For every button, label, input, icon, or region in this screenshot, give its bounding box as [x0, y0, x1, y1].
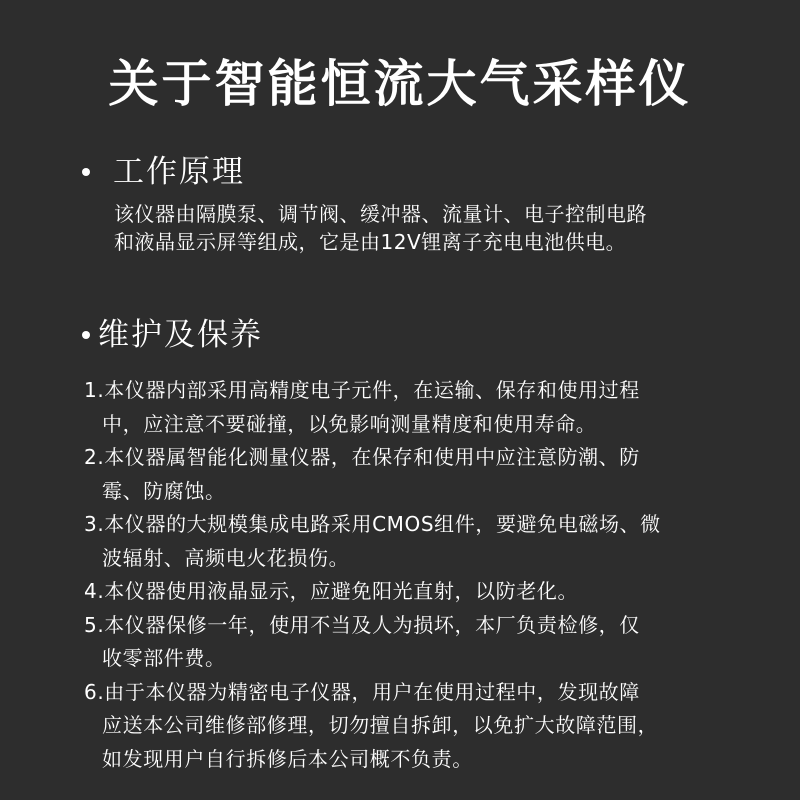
- list-item-line: 波辐射、高频电火花损伤。: [102, 545, 350, 570]
- list-item-line: 2.本仪器属智能化测量仪器，在保存和使用中应注意防潮、防: [84, 445, 640, 469]
- list-item-line: 4.本仪器使用液晶显示，应避免阳光直射，以防老化。: [84, 579, 579, 603]
- bullet-icon: [82, 331, 90, 339]
- list-item-line: 6.由于本仪器为精密电子仪器，用户在使用过程中，发现故障: [84, 679, 640, 704]
- list-item: [84, 575, 784, 609]
- list-item-line: 收零部件费。: [102, 646, 226, 670]
- list-item-line: 如发现用户自行拆修后本公司概不负责。: [102, 746, 473, 771]
- section-heading-label: 维护及保养: [98, 317, 263, 353]
- list-item-line: 霉、防腐蚀。: [102, 478, 226, 503]
- list-item: [84, 508, 784, 575]
- list-item: [84, 441, 784, 508]
- maintenance-list: [84, 374, 784, 776]
- list-item: [84, 609, 784, 676]
- list-item-line: 中，应注意不要碰撞，以免影响测量精度和使用寿命。: [102, 411, 597, 436]
- bullet-icon: [82, 168, 90, 176]
- list-item: [84, 374, 784, 441]
- section-heading-working-principle: [82, 152, 245, 192]
- working-principle-paragraph: [114, 200, 794, 256]
- list-item: [84, 676, 784, 777]
- paragraph-line: 该仪器由隔膜泵、调节阀、缓冲器、流量计、电子控制电路: [114, 202, 647, 226]
- page-title: 关于智能恒流大气采样仪: [108, 55, 692, 113]
- list-item-line: 3.本仪器的大规模集成电路采用CMOS组件，要避免电磁场、微: [84, 512, 661, 536]
- section-heading-label: 工作原理: [113, 154, 245, 190]
- list-item-line: 5.本仪器保修一年，使用不当及人为损坏，本厂负责检修，仅: [84, 612, 640, 637]
- paragraph-line: 和液晶显示屏等组成，它是由12V锂离子充电电池供电。: [114, 230, 627, 254]
- list-item-line: 1.本仪器内部采用高精度电子元件，在运输、保存和使用过程: [84, 378, 640, 402]
- list-item-line: 应送本公司维修部修理，切勿擅自拆卸，以免扩大故障范围，: [102, 713, 659, 737]
- section-heading-maintenance: [82, 315, 263, 355]
